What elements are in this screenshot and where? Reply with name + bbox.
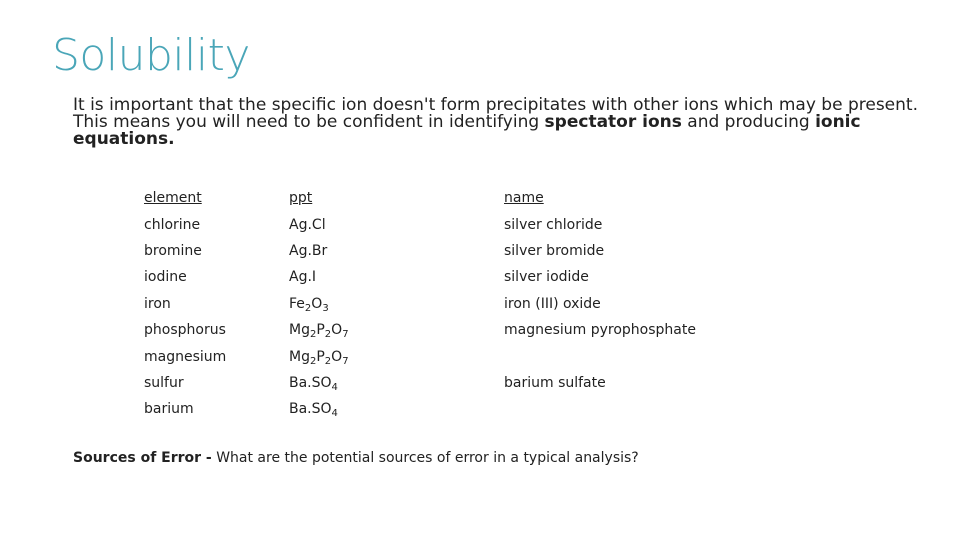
table-row [144, 211, 734, 237]
element-cell: bromine [144, 242, 202, 259]
ppt-formula-cell [289, 238, 504, 264]
element-cell: sulfur [144, 374, 184, 391]
formula-text: Mg [289, 322, 310, 339]
precipitate-name-cell [504, 396, 734, 422]
table-row [144, 343, 734, 369]
element-cell: iodine [144, 269, 187, 286]
formula-subscript: 2 [309, 355, 317, 367]
sources-lead: Sources of Error - [73, 450, 212, 466]
formula-text: O [311, 295, 323, 312]
ppt-formula-cell [289, 211, 504, 237]
precipitate-table [144, 185, 734, 423]
ppt-formula-cell [289, 370, 504, 396]
intro-bold-ionic-equations: ionic equations. [73, 112, 861, 149]
formula-subscript: 2 [324, 355, 332, 367]
ppt-formula-cell [289, 343, 504, 369]
formula-subscript: 3 [322, 302, 329, 314]
ppt-formula-cell [289, 291, 504, 317]
formula-text: Fe [289, 295, 305, 312]
precipitate-name-cell [504, 343, 734, 369]
formula-subscript: 2 [309, 329, 317, 341]
element-cell: magnesium [144, 348, 227, 365]
formula-text: Ag.Br [289, 242, 328, 259]
element-cell: phosphorus [144, 322, 226, 339]
sources-question: What are the potential sources of error in a typical analysis? [211, 450, 639, 466]
ppt-formula-cell [289, 264, 504, 290]
formula-subscript: 4 [331, 408, 338, 420]
table-row [144, 317, 734, 343]
formula-text: Ag.I [289, 269, 317, 286]
table-body [144, 211, 734, 422]
formula-subscript: 4 [331, 381, 338, 393]
table-row [144, 264, 734, 290]
formula-subscript: 7 [342, 355, 349, 367]
element-cell: barium [144, 401, 194, 418]
precipitate-name-cell: iron (III) oxide [504, 295, 601, 312]
formula-text: O [331, 348, 343, 365]
table-header-row [144, 185, 734, 211]
formula-text: O [331, 322, 343, 339]
table-row [144, 291, 734, 317]
slide-title: Solubility [52, 30, 250, 81]
formula-text: P [316, 322, 325, 339]
header-ppt: ppt [289, 190, 313, 207]
intro-text-start: It is important that the specific ion doesn't form precipitates with other ions which may be present. This means you will need to be confident in identifying [73, 95, 918, 132]
precipitate-name-cell: barium sulfate [504, 374, 606, 391]
precipitate-name-cell: silver chloride [504, 216, 603, 233]
table-row [144, 396, 734, 422]
element-cell: iron [144, 295, 171, 312]
formula-text: Ba.SO [289, 374, 332, 391]
formula-subscript: 2 [324, 329, 332, 341]
formula-text: Mg [289, 348, 310, 365]
element-cell: chlorine [144, 216, 201, 233]
intro-text-middle: and producing [681, 112, 816, 132]
formula-text: Ag.Cl [289, 216, 326, 233]
sources-of-error [73, 450, 639, 466]
table-row [144, 238, 734, 264]
ppt-formula-cell [289, 317, 504, 343]
table-row [144, 370, 734, 396]
formula-text: Ba.SO [289, 401, 332, 418]
formula-subscript: 2 [304, 302, 312, 314]
formula-subscript: 7 [342, 329, 349, 341]
header-element: element [144, 190, 202, 207]
precipitate-name-cell: silver iodide [504, 269, 589, 286]
ppt-formula-cell [289, 396, 504, 422]
precipitate-name-cell: magnesium pyrophosphate [504, 322, 696, 339]
intro-paragraph [73, 97, 923, 148]
precipitate-name-cell: silver bromide [504, 242, 605, 259]
header-name: name [504, 190, 544, 207]
formula-text: P [316, 348, 325, 365]
intro-bold-spectator-ions: spectator ions [544, 112, 682, 132]
